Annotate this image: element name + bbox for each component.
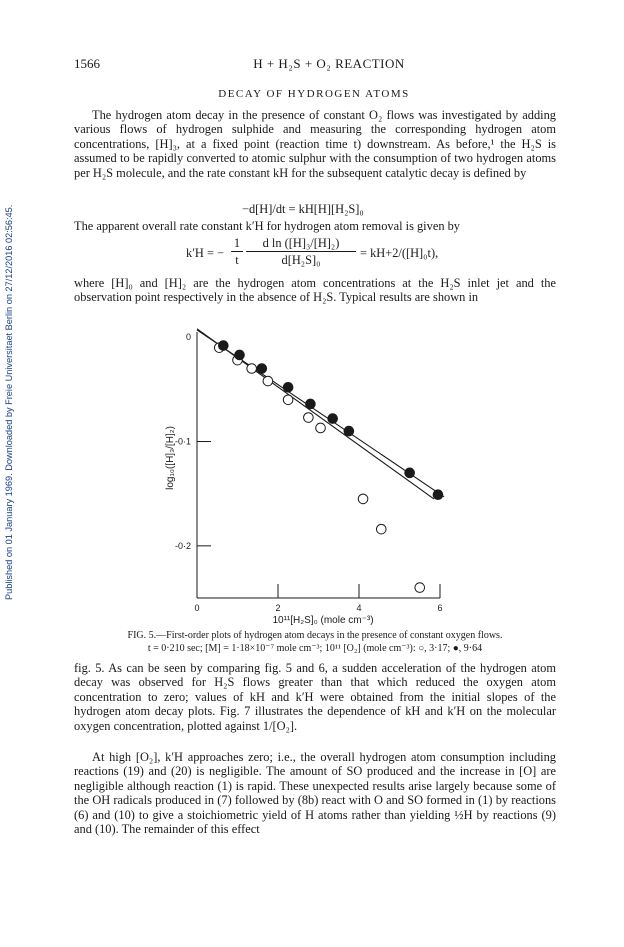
data-points	[214, 341, 442, 593]
equation-fraction-1-numerator: 1	[231, 236, 243, 252]
paragraph-high-oxygen: At high [O₂], k′Η approaches zero; i.e., the overall hydrogen atom consumption including reactions (19) and (20) is negligible. The amount of SO produced and the increase in [O] are negligible although reaction (1) is rapid. These unexpected results arise largely because some of the OH radicals produced in (7) followed by (8b) react with O and SO formed in (1) by reactions (6) and (10) to give a stoichiometric yield of H atoms rather than yielding ½H by reactions (9) and (10). The remainder of this effect	[74, 750, 556, 837]
running-title: H + H₂S + O₂ REACTION	[253, 56, 405, 71]
data-point-open	[247, 364, 257, 374]
x-axis-label: 10¹¹[H₂S]₀ (mole cm⁻³)	[272, 615, 374, 626]
x-tick-label: 4	[356, 603, 362, 613]
data-point-open	[304, 413, 314, 423]
plot-ticks	[175, 332, 443, 613]
equation-rhs: = kΗ+2/([H]₀t),	[360, 246, 439, 260]
data-point-open	[316, 423, 326, 433]
x-tick-label: 2	[275, 603, 281, 613]
equation-rate-definition: −d[H]/dt = kΗ[H][H₂S]₀	[242, 202, 364, 216]
data-point-open	[415, 583, 425, 593]
data-point-filled	[405, 468, 415, 478]
figure-caption-line-2: t = 0·210 sec; [M] = 1·18×10⁻⁷ mole cm⁻³; 10¹¹ [O₂] (mole cm⁻³): ○, 3·17; ●, 9·64	[147, 643, 483, 654]
y-tick-label: -0·1	[174, 436, 191, 447]
y-axis-label: log₁₀([H]₃/[H]₂)	[165, 426, 176, 490]
data-point-open	[376, 524, 386, 534]
download-watermark-text: Published on 01 January 1969. Downloaded by Freie Universitaet Berlin on 27/12/2016 02:56:45.	[4, 204, 14, 600]
decay-plot	[155, 318, 475, 628]
data-point-filled	[283, 382, 293, 392]
paragraph-definitions: where [H]₀ and [H]₂ are the hydrogen atom concentrations at the H₂S inlet jet and the observation point respectively in the absence of H₂S. Typical results are shown in	[74, 276, 556, 305]
equation-apparent-rate	[186, 236, 486, 270]
equation-fraction-2-numerator: d ln ([H]₃/[H]₂)	[246, 236, 356, 252]
figure-5	[155, 318, 475, 628]
paragraph-apparent-rate: The apparent overall rate constant k′Η for hydrogen atom removal is given by	[74, 219, 461, 233]
data-point-filled	[219, 341, 229, 351]
page-header	[74, 56, 554, 74]
data-point-filled	[328, 414, 338, 424]
paragraph-intro: The hydrogen atom decay in the presence of constant O₂ flows was investigated by adding various flows of hydrogen sulphide and measuring the corresponding hydrogen atom concentrations, [H]₃, at a fixed point (reaction time t) downstream. As before,¹ the H₂S is assumed to be rapidly converted to atomic sulphur with the consumption of two hydrogen atoms per H₂S molecule, and the rate constant kΗ for the subsequent catalytic decay is defined by	[74, 108, 556, 180]
data-point-filled	[306, 399, 316, 409]
equation-fraction-1-denominator: t	[235, 253, 239, 267]
data-point-filled	[257, 364, 267, 374]
page-number: 1566	[74, 56, 100, 71]
section-title: DECAY OF HYDROGEN ATOMS	[218, 88, 410, 100]
equation-lhs: k′Η = −	[186, 246, 225, 260]
data-point-open	[263, 376, 273, 386]
y-tick-label: 0	[185, 332, 191, 343]
y-tick-label: -0·2	[174, 540, 191, 551]
data-point-filled	[344, 426, 354, 436]
x-tick-label: 6	[437, 603, 443, 613]
paragraph-discussion: fig. 5. As can be seen by comparing fig. 5 and 6, a sudden acceleration of the hydrogen atom decay was observed for H₂S flows greater than that which reduced the oxygen atom concentration to zero; values of kΗ and k′Η were obtained from the initial slopes of the hydrogen atom decay plots. Fig. 7 illustrates the dependence of kΗ and k′Η on the molecular oxygen concentration, plotted against 1/[O₂].	[74, 661, 556, 733]
data-point-open	[358, 494, 368, 504]
data-point-filled	[433, 490, 443, 500]
data-point-open	[283, 395, 293, 405]
download-watermark	[4, 160, 18, 610]
x-tick-label: 0	[194, 603, 200, 613]
plot-axes	[197, 332, 440, 598]
data-point-filled	[235, 350, 245, 360]
figure-caption-line-1: FIG. 5.—First-order plots of hydrogen atom decays in the presence of constant oxygen flows.	[127, 630, 503, 641]
equation-fraction-2-denominator: d[H₂S]₀	[281, 253, 321, 267]
